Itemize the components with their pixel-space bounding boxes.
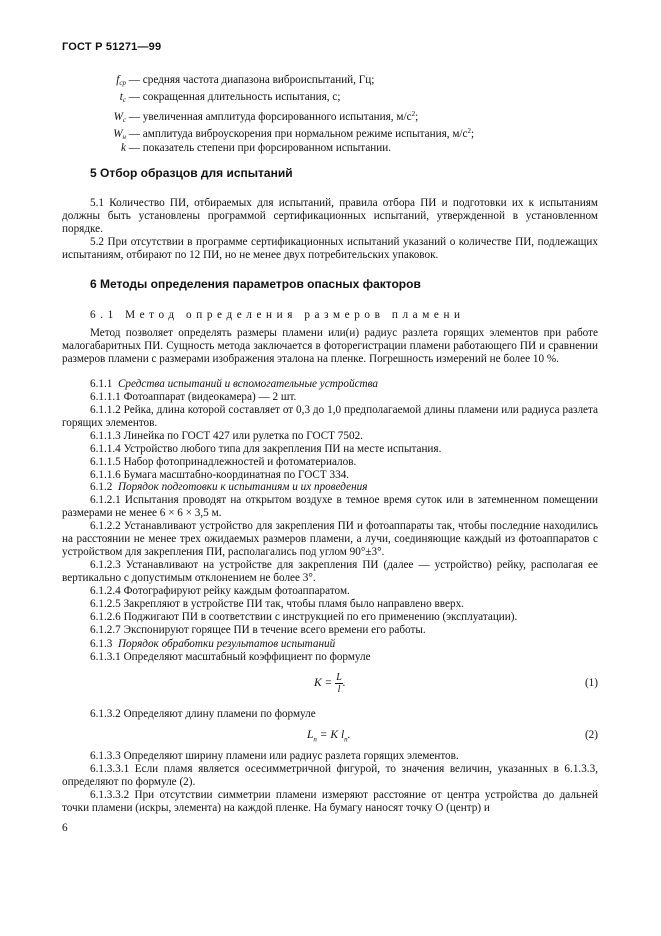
formula-rhs: = K l (316, 729, 345, 741)
legend-symbol: t (119, 91, 123, 103)
heading-6-1-3 (62, 638, 598, 651)
heading-number: 6.1.3 (90, 638, 113, 650)
fraction-numerator: L (336, 672, 342, 683)
page-number: 6 (62, 822, 68, 834)
item-6-1-2-1: 6.1.2.1 Испытания проводят на открытом воздухе в темное время суток или в затемненном помещении размерами не менее 6 × 6 × 3,5 м. (62, 494, 598, 519)
item-6-1-3-3-2: 6.1.3.3.2 При отсутствии симметрии пламени измеряют расстояние от центра устройства до дальней точки пламени (искры, элемента) на каждой пленке. На бумагу наносят точку О (центр) и (62, 789, 598, 814)
formula-lhs: K = (314, 677, 333, 690)
item-6-1-2-3: 6.1.2.3 Устанавливают на устройстве для закрепления ПИ (далее — устройство) рейку, располагая ее вертикально с допустимым отклонением не более 3°. (62, 559, 598, 584)
formula-end: . (347, 729, 351, 741)
formula-lhs: L (307, 729, 314, 741)
subsection-6-1-title: 6.1 Метод определения размеров пламени (90, 309, 465, 321)
legend-symbol: k (121, 142, 126, 154)
paragraph-5-2: 5.2 При отсутствии в программе сертификационных испытаний указаний о количестве ПИ, подлежащих испытаниям, отбирают по 12 ПИ, но не менее двух потребительских упаковок. (62, 236, 598, 261)
legend-item (100, 142, 640, 159)
heading-number: 6.1.2 (90, 481, 113, 493)
section-5-body (62, 197, 598, 262)
item-6-1-1-6: 6.1.1.6 Бумага масштабно-координатная по ГОСТ 334. (90, 469, 350, 481)
legend-symbol: W (113, 128, 123, 140)
item-6-1-3-3-1: 6.1.3.3.1 Если пламя является осесимметричной фигурой, то значения величин, указанных в 6.1.3.3, определяют по формуле (2). (62, 763, 598, 788)
heading-number: 6.1.1 (90, 378, 113, 390)
legend-item (100, 125, 640, 142)
fraction-denominator: l (337, 684, 341, 695)
legend-item (100, 74, 640, 91)
legend-tail: ; (470, 128, 475, 140)
subsection-6-1-body (62, 327, 598, 366)
item-6-1-2-7: 6.1.2.7 Экспонируют горящее ПИ в течение всего времени его работы. (90, 624, 426, 636)
legend-text: — увеличенная амплитуда форсированного испытания, м/с (126, 111, 412, 123)
legend-text: — амплитуда виброускорения при нормальном режиме испытания, м/с (126, 128, 468, 140)
item-6-1-2-2: 6.1.2.2 Устанавливают устройство для закрепления ПИ и фотоаппараты так, чтобы последние находились на расстоянии не менее трех ожидаемых размеров пламени, а лучи, соединяющие каждый из фотоаппаратов с устройством для закрепления ПИ, располагались под углом 90°±3°. (62, 520, 598, 558)
paragraph-6-1: Метод позволяет определять размеры пламени или(и) радиус разлета горящих элементов при работе малогабаритных ПИ. Сущность метода заключается в фоторегистрации пламени работающего ПИ и сравнении размеров пламени с размерами изображения эталона на пленке. Погрешность измерений не более 10 %. (62, 327, 598, 365)
heading-text: Средства испытаний и вспомогательные устройства (117, 378, 379, 390)
item-6-1-1-4: 6.1.1.4 Устройство любого типа для закрепления ПИ на месте испытания. (90, 443, 442, 455)
formula-2 (307, 729, 351, 746)
heading-text: Порядок подготовки к испытаниям и их проведения (117, 481, 368, 493)
formula-1 (314, 672, 346, 695)
legend-tail: ; (415, 111, 419, 123)
formula-end: . (342, 677, 346, 690)
formula-lhs-subscript: п (313, 735, 317, 744)
section-5-title: 5 Отбор образцов для испытаний (90, 166, 293, 180)
paragraph-5-1: 5.1 Количество ПИ, отбираемых для испытаний, правила отбора ПИ и подготовки их к испытаниям должны быть установлены программой сертификационных испытаний, утвержденной в установленном порядке. (62, 197, 598, 235)
heading-6-1-1 (62, 378, 598, 391)
list-6-1-2 (62, 494, 598, 637)
legend-subscript: с (122, 96, 126, 104)
item-6-1-1-2: 6.1.1.2 Рейка, длина которой составляет от 0,3 до 1,0 предполагаемой длины пламени или радиуса разлета горящих элементов. (62, 404, 598, 429)
formula-fraction (335, 672, 343, 695)
item-6-1-3-2: 6.1.3.2 Определяют длину пламени по формуле (90, 708, 316, 720)
heading-text: Порядок обработки результатов испытаний (117, 638, 336, 650)
item-6-1-2-4: 6.1.2.4 Фотографируют рейку каждым фотоаппаратом. (90, 585, 350, 597)
item-6-1-1-3: 6.1.1.3 Линейка по ГОСТ 427 или рулетка по ГОСТ 7502. (90, 430, 363, 442)
formula-rhs-subscript: п (344, 735, 348, 744)
item-6-1-2-5: 6.1.2.5 Закрепляют в устройстве ПИ так, чтобы пламя было направлено вверх. (90, 598, 464, 610)
legend-list (100, 74, 640, 159)
item-6-1-2-6: 6.1.2.6 Поджигают ПИ в соответствии с инструкцией по его применению (эксплуатации). (90, 611, 518, 623)
list-6-1-3-3 (62, 750, 598, 815)
legend-subscript: с (122, 116, 126, 124)
legend-superscript: 2 (411, 110, 416, 118)
legend-superscript: 2 (467, 127, 471, 135)
legend-item (100, 108, 640, 125)
list-6-1-1 (62, 391, 598, 482)
legend-text: — средняя частота диапазона виброиспытаний, Гц; (126, 74, 375, 86)
legend-subscript: ср (119, 79, 126, 87)
legend-text: — сокращенная длительность испытания, с; (126, 91, 341, 103)
legend-symbol: f (116, 74, 120, 86)
legend-subscript: н (122, 133, 126, 141)
item-6-1-1-1: 6.1.1.1 Фотоаппарат (видеокамера) — 2 шт. (90, 391, 297, 403)
legend-text: — показатель степени при форсированном испытании. (126, 142, 392, 154)
legend-symbol: W (113, 111, 123, 123)
item-6-1-3-3: 6.1.3.3 Определяют ширину пламени или радиус разлета горящих элементов. (90, 750, 459, 762)
formula-2-number: (2) (584, 729, 598, 741)
formula-1-number: (1) (584, 677, 598, 689)
heading-6-1-2 (62, 481, 598, 494)
item-6-1-1-5: 6.1.1.5 Набор фотопринадлежностей и фотоматериалов. (90, 456, 357, 468)
document-header: ГОСТ Р 51271—99 (62, 41, 162, 53)
item-6-1-3-1: 6.1.3.1 Определяют масштабный коэффициент по формуле (90, 651, 371, 663)
section-6-title: 6 Методы определения параметров опасных факторов (90, 277, 421, 291)
legend-item (100, 91, 640, 108)
